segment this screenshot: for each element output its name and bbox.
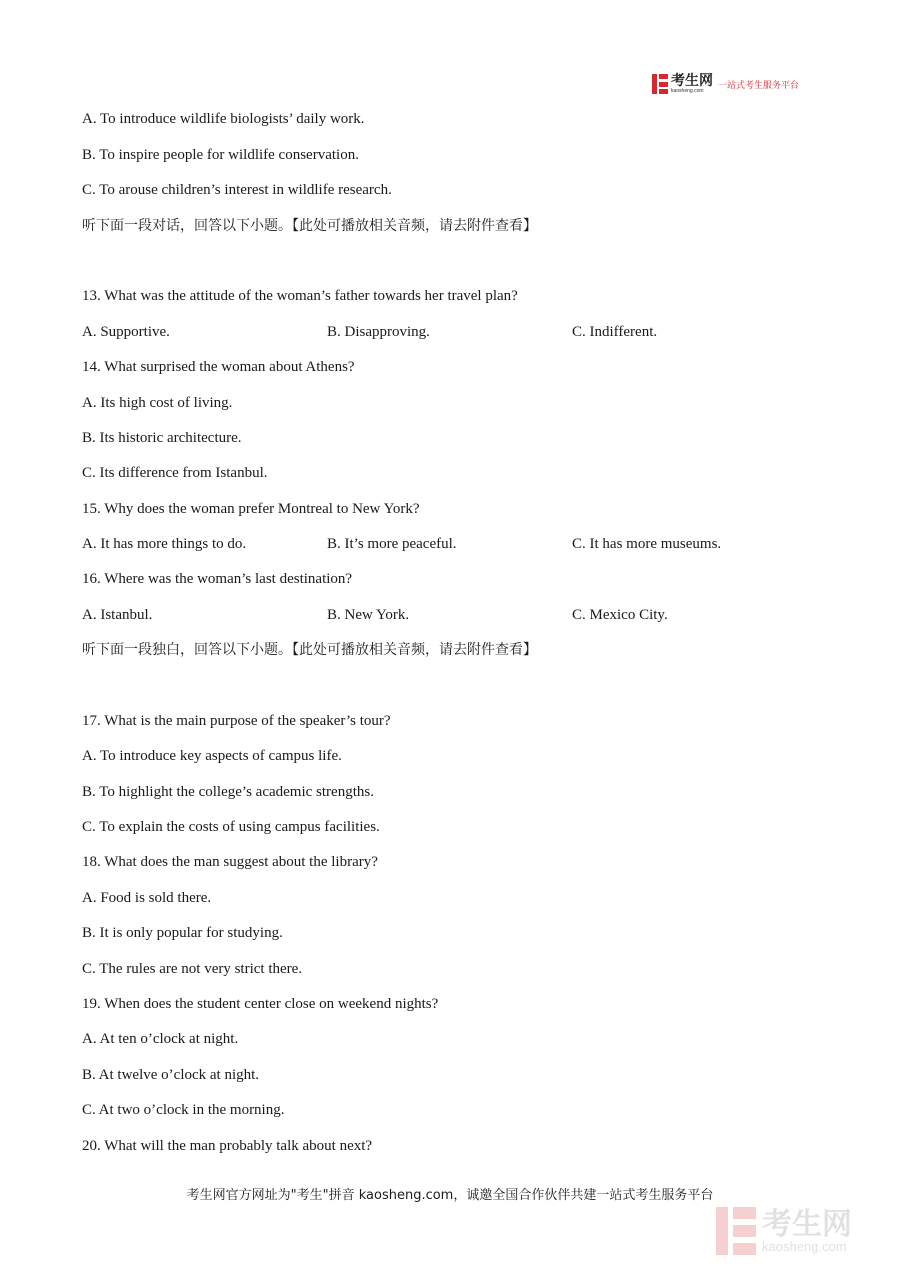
section-instruction: 听下面一段对话，回答以下小题。【此处可播放相关音频，请去附件查看】 <box>82 218 537 234</box>
option-line: A. At ten o’clock at night. <box>82 1031 239 1047</box>
question-18: 18. What does the man suggest about the library? <box>82 854 378 870</box>
q16-option-b: B. New York. <box>327 607 410 623</box>
option-line: B. At twelve o’clock at night. <box>82 1067 260 1083</box>
question-19: 19. When does the student center close on weekend nights? <box>82 996 439 1012</box>
option-line: B. It is only popular for studying. <box>82 925 283 941</box>
option-line: A. Food is sold there. <box>82 890 212 906</box>
option-line: B. Its historic architecture. <box>82 430 242 446</box>
question-17: 17. What is the main purpose of the speaker’s tour? <box>82 713 391 729</box>
option-line: C. To explain the costs of using campus facilities. <box>82 819 380 835</box>
q15-option-c: C. It has more museums. <box>572 536 722 552</box>
question-13: 13. What was the attitude of the woman’s father towards her travel plan? <box>82 288 518 304</box>
question-14: 14. What surprised the woman about Athens? <box>82 359 355 375</box>
option-line: B. To inspire people for wildlife conservation. <box>82 147 359 163</box>
question-20: 20. What will the man probably talk about next? <box>82 1138 373 1154</box>
option-line: A. To introduce wildlife biologists’ daily work. <box>82 111 365 127</box>
question-16: 16. Where was the woman’s last destination? <box>82 571 353 587</box>
kaosheng-watermark-icon <box>716 1207 756 1255</box>
q15-option-a: A. It has more things to do. <box>82 536 247 552</box>
q13-option-c: C. Indifferent. <box>572 324 658 340</box>
q13-option-b: B. Disapproving. <box>327 324 430 340</box>
option-line: B. To highlight the college’s academic strengths. <box>82 784 374 800</box>
watermark-domain: kaosheng.com <box>762 1238 847 1254</box>
q13-option-a: A. Supportive. <box>82 324 170 340</box>
option-line: C. To arouse children’s interest in wildlife research. <box>82 182 392 198</box>
logo-domain: kaosheng.com <box>671 88 704 94</box>
q16-option-c: C. Mexico City. <box>572 607 668 623</box>
page-footer: 考生网官方网址为"考生"拼音 kaosheng.com，诚邀全国合作伙伴共建一站式考生服务平台 <box>186 1188 714 1203</box>
option-line: A. To introduce key aspects of campus life. <box>82 748 342 764</box>
option-line: C. Its difference from Istanbul. <box>82 465 268 481</box>
q16-option-a: A. Istanbul. <box>82 607 153 623</box>
logo-tagline: 一站式考生服务平台 <box>718 80 800 91</box>
option-line: A. Its high cost of living. <box>82 395 233 411</box>
option-line: C. At two o’clock in the morning. <box>82 1102 285 1118</box>
logo-name: 考生网 <box>671 73 713 89</box>
q15-option-b: B. It’s more peaceful. <box>327 536 457 552</box>
question-15: 15. Why does the woman prefer Montreal to New York? <box>82 501 420 517</box>
watermark-name: 考生网 <box>762 1206 852 1242</box>
kaosheng-logo-icon <box>652 74 668 94</box>
option-line: C. The rules are not very strict there. <box>82 961 303 977</box>
header-logo <box>652 72 799 96</box>
watermark <box>716 1206 852 1256</box>
section-instruction: 听下面一段独白，回答以下小题。【此处可播放相关音频，请去附件查看】 <box>82 642 537 658</box>
